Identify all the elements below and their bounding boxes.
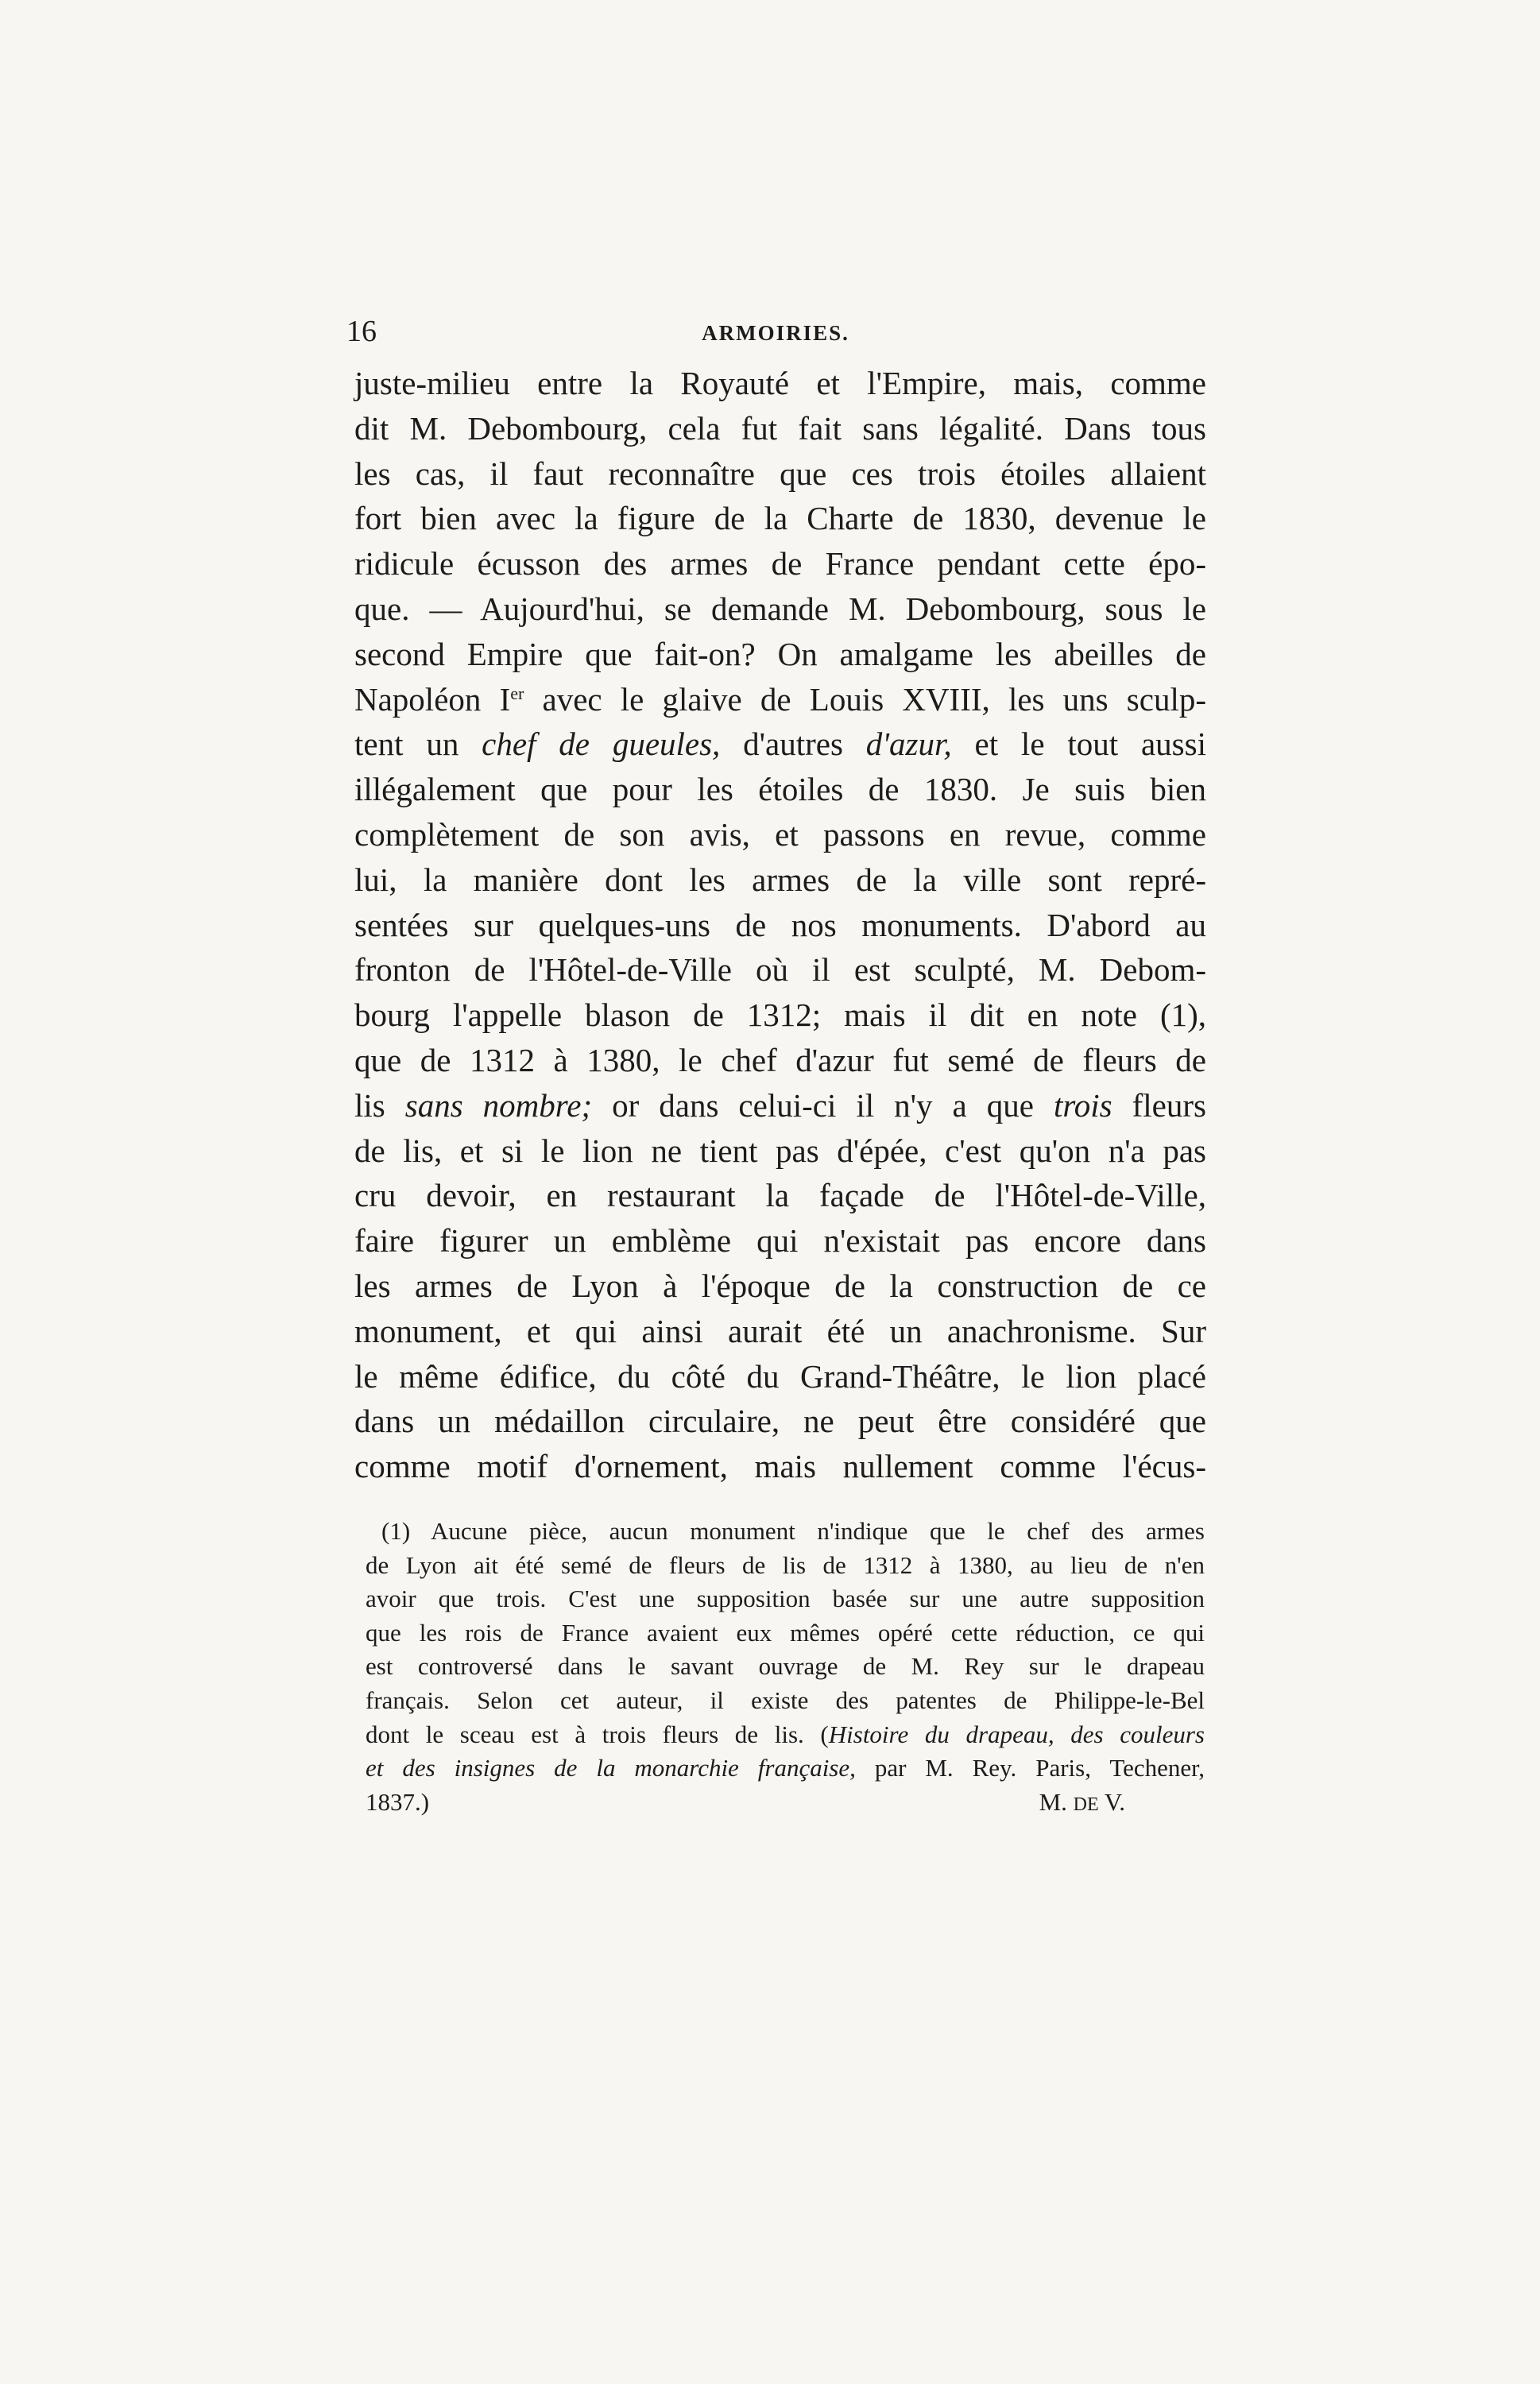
italic-run: trois [1053,1086,1112,1124]
text-run: fleurs [1112,1086,1206,1124]
italic-run: chef de gueules, [482,726,721,763]
footnote-signature [1039,1786,1125,1820]
text-run: Napoléon I [354,680,511,718]
body-line: fronton de l'Hôtel-de-Ville où il est sculpté, M. Debom- [354,951,1206,989]
footnote-line: est controversé dans le savant ouvrage de M. Rey sur le drapeau [366,1652,1205,1681]
text-run: or dans celui-ci il n'y a que [592,1086,1054,1124]
italic-run: Histoire du drapeau, des couleurs [828,1720,1205,1748]
footnote-line: avoir que trois. C'est une supposition basée sur une autre supposition [366,1585,1205,1613]
italic-run: d'azur, [865,726,952,763]
footnote-line [366,1718,1205,1752]
body-line: que. — Aujourd'hui, se demande M. Debombourg, sous le [354,590,1206,627]
body-line: bourg l'appelle blason de 1312; mais il dit en note (1), [354,997,1206,1034]
body-line: sentées sur quelques-uns de nos monuments. D'abord au [354,906,1206,943]
footnote-line: de Lyon ait été semé de fleurs de lis de 1312 à 1380, au lieu de n'en [366,1550,1205,1579]
italic-run: sans nombre; [404,1086,593,1124]
text-run: et le tout aussi [951,726,1206,763]
running-title: ARMOIRIES. [702,321,849,345]
footnote-line: (1) Aucune pièce, aucun monument n'indique que le chef des armes [381,1517,1205,1545]
body-line [354,722,1206,767]
footnote-line: français. Selon cet auteur, il existe des patentes de Philippe-le-Bel [366,1685,1205,1714]
text-run: M. [1039,1787,1074,1816]
body-line: ridicule écusson des armes de France pendant cette épo- [354,545,1206,582]
superscript: er [510,683,524,703]
running-head [346,312,1205,350]
text-run: d'autres [720,726,866,763]
text-run: avec le glaive de Louis XVIII, les uns sculp- [524,680,1206,718]
body-line [354,677,1206,722]
body-line: comme motif d'ornement, mais nullement comme l'écus- [354,1448,1206,1485]
text-run: tent un [354,726,482,763]
body-line: lui, la manière dont les armes de la ville sont repré- [354,861,1206,898]
body-line: complètement de son avis, et passons en revue, comme [354,815,1206,853]
footnote-date: 1837.) [366,1787,430,1816]
body-line: fort bien avec la figure de la Charte de 1830, devenue le [354,500,1206,537]
body-line: illégalement que pour les étoiles de 1830. Je suis bien [354,771,1206,808]
body-line: dans un médaillon circulaire, ne peut être considéré que [354,1403,1206,1440]
body-line: de lis, et si le lion ne tient pas d'épée, c'est qu'on n'a pas [354,1132,1206,1169]
footnote-line: que les rois de France avaient eux mêmes opéré cette réduction, ce qui [366,1618,1205,1647]
body-line [354,1083,1206,1128]
italic-run: et des insignes de la monarchie française, [366,1754,856,1782]
footnote [366,1515,1205,1819]
body-line: les armes de Lyon à l'époque de la construction de ce [354,1267,1206,1304]
body-line: monument, et qui ainsi aurait été un anachronisme. Sur [354,1312,1206,1349]
body-line: les cas, il faut reconnaître que ces trois étoiles allaient [354,455,1206,492]
body-line: dit M. Debombourg, cela fut fait sans légalité. Dans tous [354,409,1206,447]
page-number: 16 [346,315,377,348]
footnote-last-line [366,1786,1205,1820]
body-line: que de 1312 à 1380, le chef d'azur fut semé de fleurs de [354,1041,1206,1078]
small-caps-run: DE [1073,1794,1099,1815]
text-run: par M. Rey. Paris, Techener, [855,1754,1205,1782]
text-run: dont le sceau est à trois fleurs de lis. ( [366,1720,829,1748]
body-line: faire figurer un emblème qui n'existait pas encore dans [354,1222,1206,1260]
body-line: second Empire que fait-on? On amalgame les abeilles de [354,635,1206,672]
text-run: lis [354,1086,405,1124]
footnote-line [366,1751,1205,1786]
body-line: cru devoir, en restaurant la façade de l'Hôtel-de-Ville, [354,1177,1206,1214]
body-line: juste-milieu entre la Royauté et l'Empire, mais, comme [354,365,1206,401]
body-line: le même édifice, du côté du Grand-Théâtre, le lion placé [354,1357,1206,1395]
body-text [354,361,1206,1489]
text-run: V. [1098,1787,1125,1816]
